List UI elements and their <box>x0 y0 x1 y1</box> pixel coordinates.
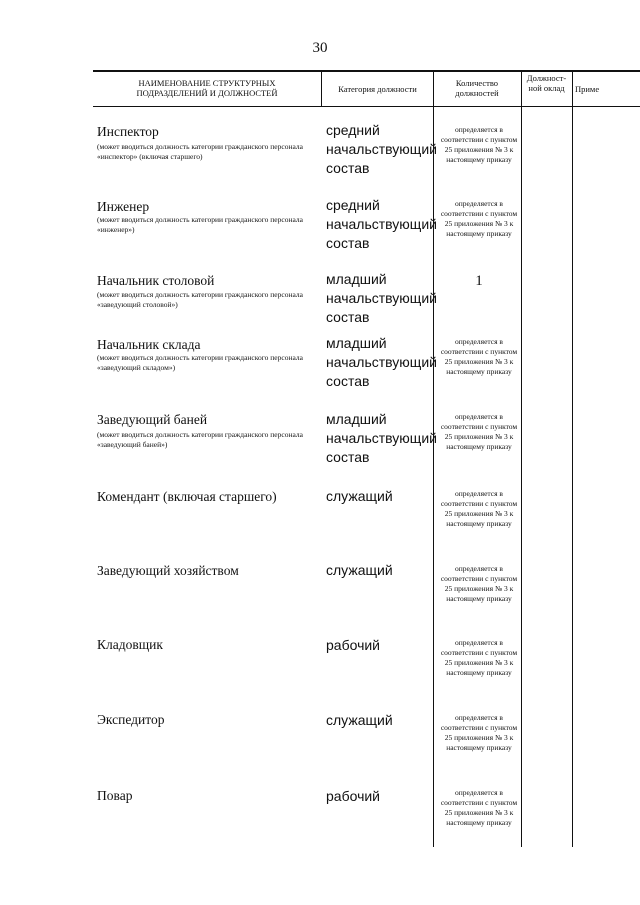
position-quantity: определяется в соответствии с пунктом 25 приложения № 3 к настоящему приказу <box>440 638 518 677</box>
position-title: Комендант (включая старшего) <box>97 489 277 504</box>
position-quantity: определяется в соответствии с пунктом 25 приложения № 3 к настоящему приказу <box>440 337 518 376</box>
position-title: Инспектор <box>97 124 159 139</box>
position-category: рабочий <box>326 637 381 653</box>
position-title: Повар <box>97 788 133 803</box>
position-quantity: 1 <box>475 273 483 289</box>
position-title: Заведующий баней <box>97 412 208 427</box>
position-note: (может вводиться должность категории гражданского персонала «инспектор» (включая старшего) <box>97 142 303 161</box>
position-quantity: определяется в соответствии с пунктом 25 приложения № 3 к настоящему приказу <box>440 125 518 164</box>
position-category: средний начальствующий состав <box>326 122 437 176</box>
position-quantity: определяется в соответствии с пунктом 25 приложения № 3 к настоящему приказу <box>440 412 518 451</box>
position-note: (может вводиться должность категории гражданского персонала «заведующий складом») <box>97 353 303 372</box>
position-category: младший начальствующий состав <box>326 271 437 325</box>
position-category: средний начальствующий состав <box>326 197 437 251</box>
position-category: служащий <box>326 562 393 578</box>
position-quantity: определяется в соответствии с пунктом 25 приложения № 3 к настоящему приказу <box>440 489 518 528</box>
position-note: (может вводиться должность категории гражданского персонала «заведующий столовой») <box>97 290 303 309</box>
page-number: 30 <box>312 40 328 56</box>
position-note: (может вводиться должность категории гражданского персонала «инженер») <box>97 215 303 234</box>
header-category: Категория должности <box>338 84 417 94</box>
header-quantity: Количество должностей <box>455 78 499 98</box>
header-name: НАИМЕНОВАНИЕ СТРУКТУРНЫХ ПОДРАЗДЕЛЕНИЙ И ДОЛЖНОСТЕЙ <box>136 78 278 98</box>
position-note: (может вводиться должность категории гражданского персонала «заведующий баней») <box>97 430 303 449</box>
position-title: Начальник столовой <box>97 273 215 288</box>
position-quantity: определяется в соответствии с пунктом 25 приложения № 3 к настоящему приказу <box>440 713 518 752</box>
position-quantity: определяется в соответствии с пунктом 25 приложения № 3 к настоящему приказу <box>440 199 518 238</box>
position-quantity: определяется в соответствии с пунктом 25 приложения № 3 к настоящему приказу <box>440 564 518 603</box>
table-top-border <box>93 70 640 72</box>
position-title: Начальник склада <box>97 337 201 352</box>
position-category: рабочий <box>326 788 381 804</box>
position-title: Кладовщик <box>97 637 163 652</box>
header-bottom-border <box>93 106 640 107</box>
column-divider-salary <box>521 71 522 847</box>
position-title: Экспедитор <box>97 712 165 727</box>
header-note: Приме <box>575 84 600 94</box>
column-divider-note <box>572 71 573 847</box>
position-category: служащий <box>326 488 393 504</box>
header-salary: Должност-ной оклад <box>526 73 567 93</box>
position-quantity: определяется в соответствии с пунктом 25 приложения № 3 к настоящему приказу <box>440 788 518 827</box>
position-category: младший начальствующий состав <box>326 335 437 389</box>
position-title: Инженер <box>97 199 150 214</box>
position-category: младший начальствующий состав <box>326 411 437 465</box>
position-category: служащий <box>326 712 393 728</box>
position-title: Заведующий хозяйством <box>97 563 239 578</box>
